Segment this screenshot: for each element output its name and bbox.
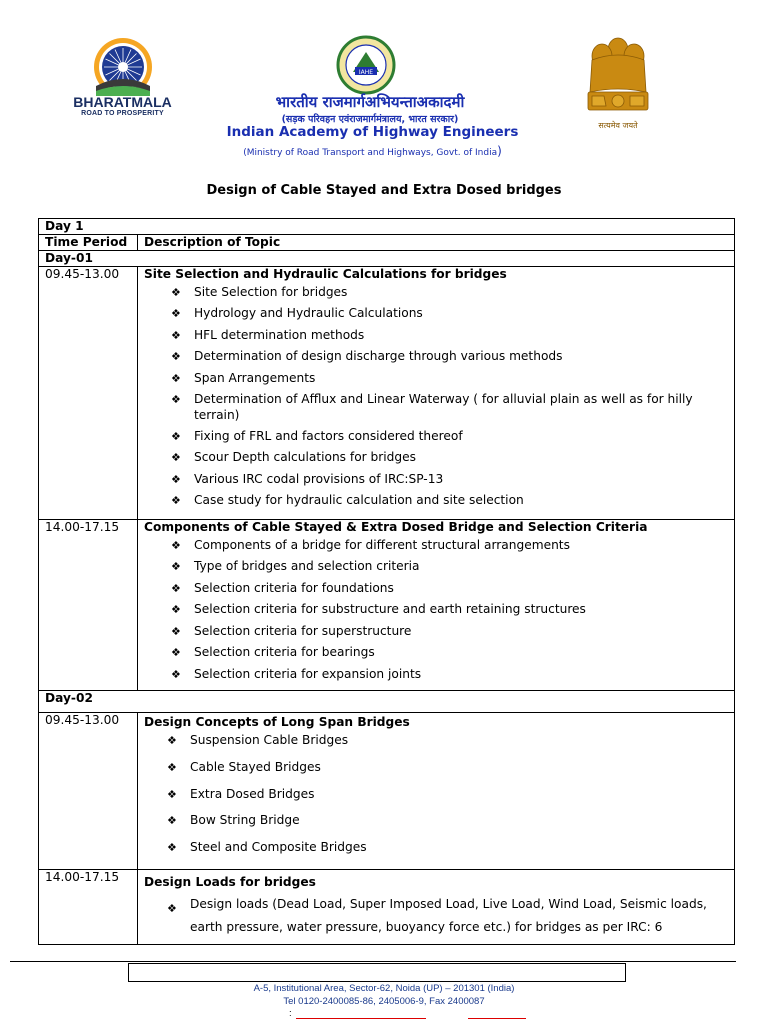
bullet-icon: ❖ bbox=[167, 760, 177, 774]
bullet-icon: ❖ bbox=[171, 494, 181, 508]
iahe-seal-text: IAHE bbox=[358, 69, 374, 76]
topic-text: Suspension Cable Bridges bbox=[190, 733, 349, 747]
footer-address: A-5, Institutional Area, Sector-62, Noida (UP) – 201301 (India) bbox=[253, 983, 515, 994]
table-row bbox=[39, 251, 735, 267]
list-item bbox=[144, 472, 734, 488]
bullet-icon: ❖ bbox=[171, 328, 181, 342]
session-title: Site Selection and Hydraulic Calculations for bridges bbox=[144, 267, 507, 281]
bharatmala-tagline: ROAD TO PROSPERITY bbox=[81, 110, 164, 117]
list-item bbox=[144, 840, 734, 856]
emblem-motto: सत्यमेव जयते bbox=[598, 121, 638, 130]
session-cell bbox=[138, 713, 735, 870]
list-item bbox=[144, 893, 734, 939]
bullet-icon: ❖ bbox=[171, 393, 181, 407]
list-item bbox=[144, 285, 734, 301]
table-row bbox=[39, 870, 735, 945]
topic-text: Span Arrangements bbox=[194, 370, 316, 385]
topic-text: HFL determination methods bbox=[194, 327, 365, 342]
topic-text: Bow String Bridge bbox=[190, 813, 300, 828]
session-title: Design Loads for bridges bbox=[144, 875, 316, 889]
list-item bbox=[144, 450, 734, 466]
day-header: Day 1 bbox=[39, 219, 735, 235]
topic-text: Scour Depth calculations for bridges bbox=[194, 450, 416, 465]
footer-colon: : bbox=[289, 1008, 292, 1019]
topic-text: Design loads (Dead Load, Super Imposed Load, Live Load, Wind Load, Seismic loads, earth pressure, water pressure, buoyancy force etc.) for bridges as per IRC: 6 bbox=[190, 897, 707, 934]
session-time: 14.00-17.15 bbox=[39, 520, 138, 691]
topic-list bbox=[144, 733, 734, 856]
list-item bbox=[144, 349, 734, 365]
bullet-icon: ❖ bbox=[171, 581, 181, 595]
session-title: Design Concepts of Long Span Bridges bbox=[144, 715, 410, 729]
bullet-icon: ❖ bbox=[167, 841, 177, 855]
table-row bbox=[39, 713, 735, 870]
bullet-icon: ❖ bbox=[171, 371, 181, 385]
column-header-time: Time Period bbox=[39, 235, 138, 251]
footer-website-link[interactable] bbox=[468, 1018, 526, 1019]
footer-divider bbox=[10, 961, 736, 962]
footer-email-link[interactable] bbox=[296, 1018, 426, 1019]
bullet-icon: ❖ bbox=[171, 646, 181, 660]
topic-text: Determination of design discharge through various methods bbox=[194, 349, 563, 364]
topic-list bbox=[144, 285, 734, 509]
ministry-hindi-name: (सड़क परिवहन एवंराजमार्गमंत्रालय, भारत सरकार) bbox=[281, 114, 459, 125]
column-header-description: Description of Topic bbox=[138, 235, 735, 251]
list-item bbox=[144, 559, 734, 575]
topic-list bbox=[144, 893, 734, 939]
table-row bbox=[39, 267, 735, 520]
list-item bbox=[144, 760, 734, 776]
topic-list bbox=[144, 538, 734, 683]
day-label: Day-01 bbox=[39, 251, 735, 267]
table-row bbox=[39, 219, 735, 235]
list-item bbox=[144, 733, 734, 749]
topic-text: Cable Stayed Bridges bbox=[190, 759, 321, 774]
topic-text: Extra Dosed Bridges bbox=[190, 786, 315, 801]
bullet-icon: ❖ bbox=[167, 734, 177, 747]
academy-hindi-name: भारतीय राजमार्गअभियन्ताअकादमी bbox=[275, 93, 465, 111]
ministry-close-paren: ) bbox=[497, 144, 502, 158]
list-item bbox=[144, 787, 734, 803]
bullet-icon: ❖ bbox=[167, 787, 177, 801]
topic-text: Selection criteria for foundations bbox=[194, 580, 394, 595]
session-cell bbox=[138, 520, 735, 691]
topic-text: Selection criteria for bearings bbox=[194, 645, 375, 660]
topic-text: Various IRC codal provisions of IRC:SP-13 bbox=[194, 471, 444, 486]
list-item bbox=[144, 538, 734, 554]
session-cell bbox=[138, 870, 735, 945]
session-time: 14.00-17.15 bbox=[39, 870, 138, 945]
list-item bbox=[144, 667, 734, 683]
topic-text: Selection criteria for expansion joints bbox=[194, 666, 422, 681]
list-item bbox=[144, 813, 734, 829]
bullet-icon: ❖ bbox=[171, 307, 181, 321]
table-row bbox=[39, 235, 735, 251]
list-item bbox=[144, 371, 734, 387]
session-time: 09.45-13.00 bbox=[39, 267, 138, 520]
ministry-name bbox=[200, 144, 545, 158]
list-item bbox=[144, 624, 734, 640]
bullet-icon: ❖ bbox=[171, 286, 181, 299]
bullet-icon: ❖ bbox=[167, 902, 177, 915]
topic-text: Steel and Composite Bridges bbox=[190, 840, 367, 855]
topic-text: Hydrology and Hydraulic Calculations bbox=[194, 306, 423, 321]
list-item bbox=[144, 392, 734, 423]
ministry-text: (Ministry of Road Transport and Highways, Govt. of India bbox=[243, 148, 498, 158]
bullet-icon: ❖ bbox=[171, 472, 181, 486]
session-time: 09.45-13.00 bbox=[39, 713, 138, 870]
list-item bbox=[144, 493, 734, 509]
session-title: Components of Cable Stayed & Extra Dosed Bridge and Selection Criteria bbox=[144, 520, 648, 534]
topic-text: Selection criteria for substructure and earth retaining structures bbox=[194, 602, 586, 617]
bharatmala-logo-icon bbox=[92, 36, 154, 98]
list-item bbox=[144, 645, 734, 661]
table-row bbox=[39, 691, 735, 713]
table-row bbox=[39, 520, 735, 691]
topic-text: Determination of Afflux and Linear Waterway ( for alluvial plain as well as for hilly terrain) bbox=[194, 392, 693, 423]
topic-text: Fixing of FRL and factors considered thereof bbox=[194, 428, 463, 443]
list-item bbox=[144, 429, 734, 445]
bullet-icon: ❖ bbox=[171, 624, 181, 638]
bullet-icon: ❖ bbox=[167, 814, 177, 828]
national-emblem-icon bbox=[572, 30, 664, 142]
bharatmala-title: BHARATMALA bbox=[73, 94, 172, 110]
day-label: Day-02 bbox=[39, 691, 735, 713]
bullet-icon: ❖ bbox=[171, 667, 181, 681]
topic-text: Site Selection for bridges bbox=[194, 285, 348, 299]
topic-text: Selection criteria for superstructure bbox=[194, 623, 412, 638]
topic-text: Components of a bridge for different structural arrangements bbox=[194, 538, 570, 552]
session-cell bbox=[138, 267, 735, 520]
topic-text: Case study for hydraulic calculation and site selection bbox=[194, 493, 524, 508]
iahe-seal-icon bbox=[335, 34, 397, 96]
bullet-icon: ❖ bbox=[171, 451, 181, 465]
list-item bbox=[144, 328, 734, 344]
list-item bbox=[144, 602, 734, 618]
topic-text: Type of bridges and selection criteria bbox=[194, 559, 420, 574]
academy-name: Indian Academy of Highway Engineers bbox=[226, 124, 519, 140]
document-title: Design of Cable Stayed and Extra Dosed bridges bbox=[206, 183, 562, 198]
schedule-table bbox=[38, 218, 735, 945]
bullet-icon: ❖ bbox=[171, 350, 181, 364]
footer-phone: Tel 0120-2400085-86, 2405006-9, Fax 2400087 bbox=[283, 996, 485, 1007]
list-item bbox=[144, 581, 734, 597]
bullet-icon: ❖ bbox=[171, 539, 181, 552]
bullet-icon: ❖ bbox=[171, 603, 181, 617]
list-item bbox=[144, 306, 734, 322]
footer-box bbox=[128, 963, 626, 982]
bullet-icon: ❖ bbox=[171, 429, 181, 443]
bullet-icon: ❖ bbox=[171, 560, 181, 574]
